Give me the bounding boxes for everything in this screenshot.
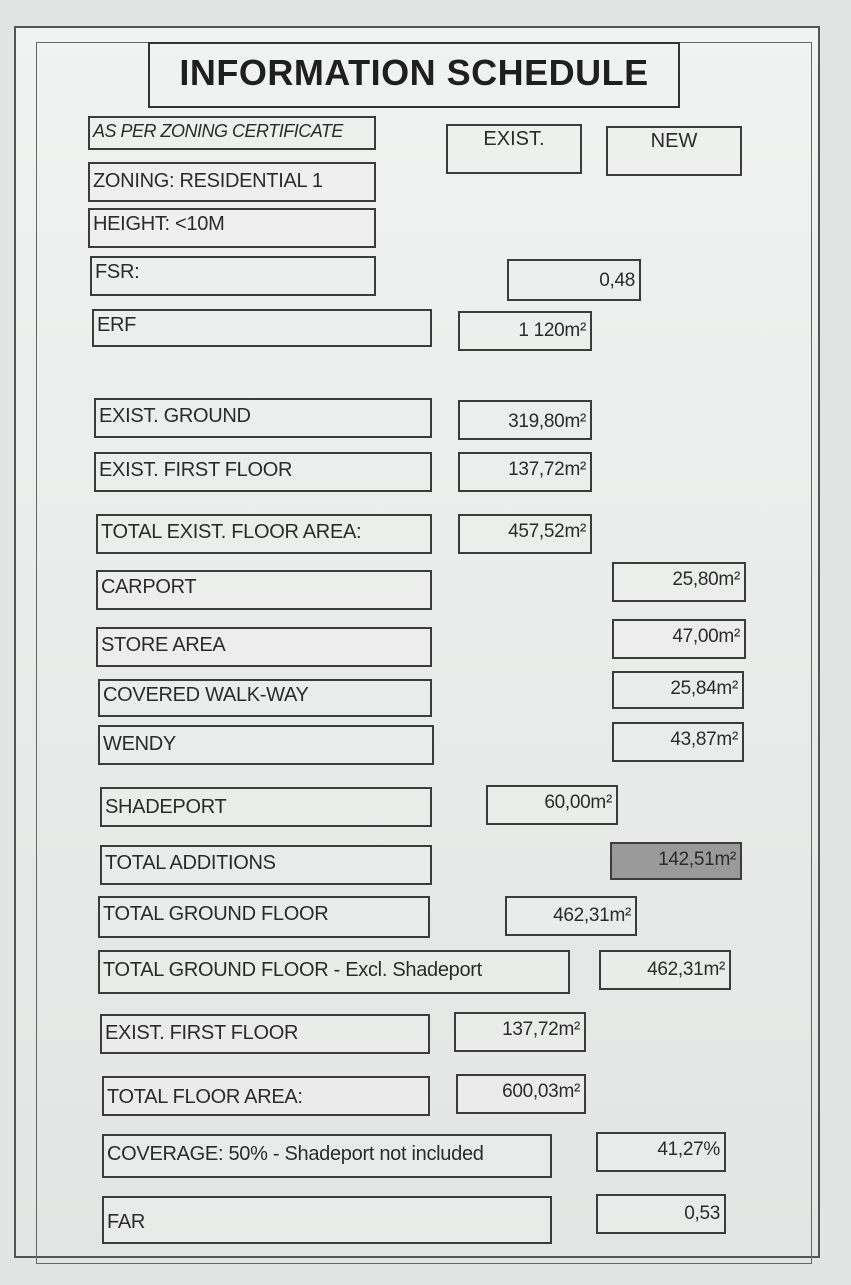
store-area-label: STORE AREA xyxy=(96,627,432,667)
exist-first-floor-value: 137,72m² xyxy=(458,452,592,492)
total-ground-floor-value: 462,31m² xyxy=(505,896,637,936)
exist-ground-label: EXIST. GROUND xyxy=(94,398,432,438)
covered-walkway-value: 25,84m² xyxy=(612,671,744,709)
total-exist-floor-area-label: TOTAL EXIST. FLOOR AREA: xyxy=(96,514,432,554)
zoning-label: ZONING: RESIDENTIAL 1 xyxy=(88,162,376,202)
store-area-value: 47,00m² xyxy=(612,619,746,659)
wendy-label: WENDY xyxy=(98,725,434,765)
column-header-new: NEW xyxy=(606,126,742,176)
total-floor-area-label: TOTAL FLOOR AREA: xyxy=(102,1076,430,1116)
carport-value: 25,80m² xyxy=(612,562,746,602)
exist-first-floor-value-2: 137,72m² xyxy=(454,1012,586,1052)
fsr-label: FSR: xyxy=(90,256,376,296)
height-label: HEIGHT: <10M xyxy=(88,208,376,248)
zoning-certificate-label: AS PER ZONING CERTIFICATE xyxy=(88,116,376,150)
exist-first-floor-label: EXIST. FIRST FLOOR xyxy=(94,452,432,492)
page-title: INFORMATION SCHEDULE xyxy=(179,52,649,93)
total-ground-floor-excl-label: TOTAL GROUND FLOOR - Excl. Shadeport xyxy=(98,950,570,994)
wendy-value: 43,87m² xyxy=(612,722,744,762)
erf-label: ERF xyxy=(92,309,432,347)
erf-value: 1 120m² xyxy=(458,311,592,351)
coverage-label: COVERAGE: 50% - Shadeport not included xyxy=(102,1134,552,1178)
shadeport-label: SHADEPORT xyxy=(100,787,432,827)
total-ground-floor-label: TOTAL GROUND FLOOR xyxy=(98,896,430,938)
shadeport-value: 60,00m² xyxy=(486,785,618,825)
column-header-exist: EXIST. xyxy=(446,124,582,174)
title-box xyxy=(148,42,680,108)
fsr-value: 0,48 xyxy=(507,259,641,301)
total-additions-label: TOTAL ADDITIONS xyxy=(100,845,432,885)
far-value: 0,53 xyxy=(596,1194,726,1234)
far-label: FAR xyxy=(102,1196,552,1244)
total-exist-floor-area-value: 457,52m² xyxy=(458,514,592,554)
covered-walkway-label: COVERED WALK-WAY xyxy=(98,679,432,717)
coverage-value: 41,27% xyxy=(596,1132,726,1172)
exist-ground-value: 319,80m² xyxy=(458,400,592,440)
total-additions-value: 142,51m² xyxy=(610,842,742,880)
total-floor-area-value: 600,03m² xyxy=(456,1074,586,1114)
carport-label: CARPORT xyxy=(96,570,432,610)
exist-first-floor-label-2: EXIST. FIRST FLOOR xyxy=(100,1014,430,1054)
total-ground-floor-excl-value: 462,31m² xyxy=(599,950,731,990)
